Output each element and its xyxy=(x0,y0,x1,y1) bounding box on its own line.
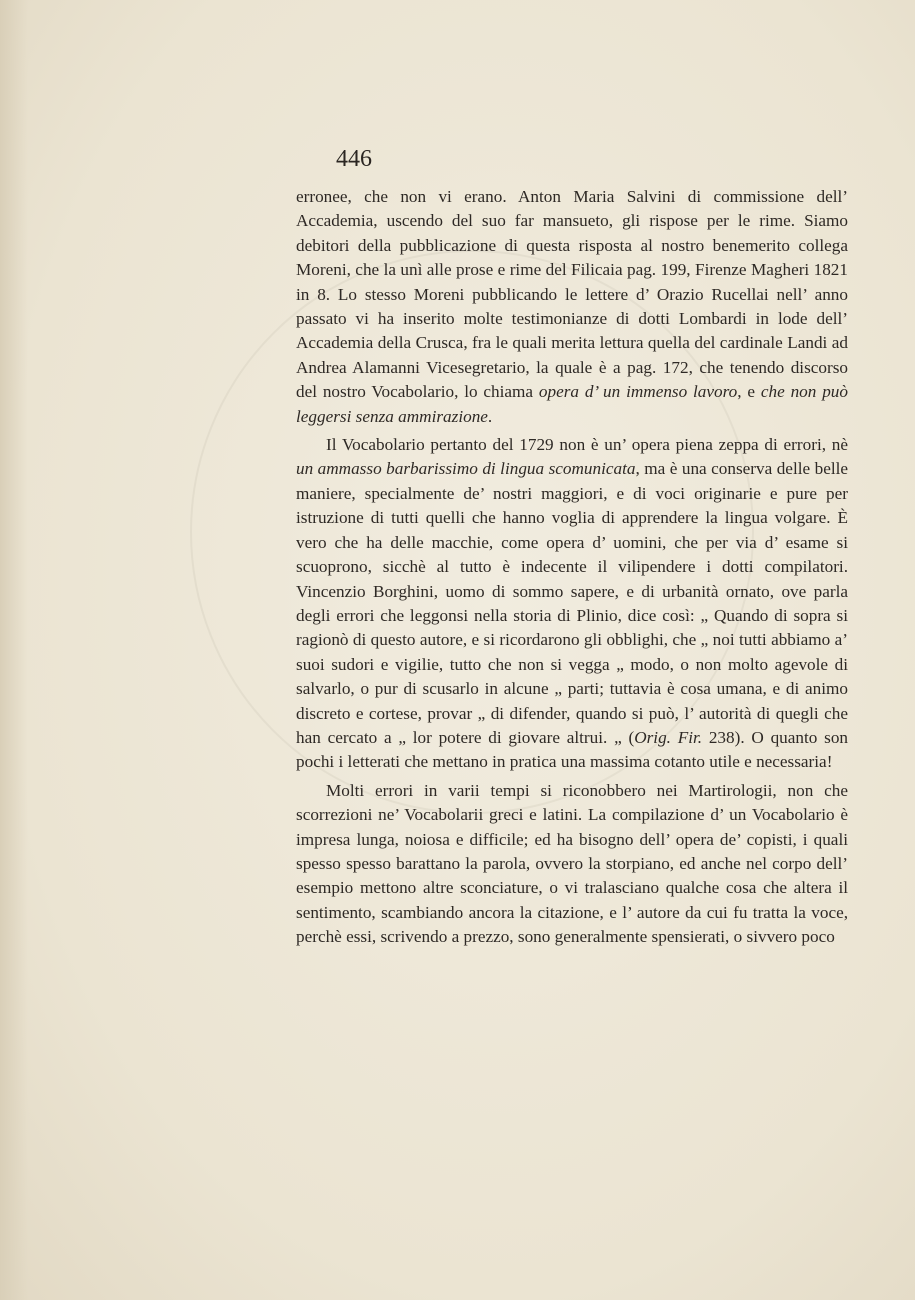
page-edge-shadow xyxy=(0,0,28,1300)
paragraph-2: Il Vocabolario pertanto del 1729 non è un’ opera piena zeppa di errori, nè un ammasso barbarissimo di lingua scomunicata, ma è una conserva delle belle maniere, specialmente de’ nostri maggiori, e di voci originarie e pure per istruzione di tutti quelli che hanno voglia di apprendere la lingua volgare. È vero che ha delle macchie, come opera d’ uomini, che per via d’ esame si scuoprono, sicchè al tutto è indecente il vilipendere i dotti compilatori. Vincenzio Borghini, uomo di sommo sapere, e di urbanità ornato, ove parla degli errori che leggonsi nella storia di Plinio, dice così: „ Quando di sopra si ragionò di questo autore, e si ricordarono gli obblighi, che „ noi tutti abbiamo a’ suoi sudori e vigilie, tutto che non si vegga „ modo, o non molto agevole di salvarlo, o pur di scusarlo in alcune „ parti; tuttavia è cosa umana, e di animo discreto e cortese, provar „ di difender, quando si può, l’ autorità di quegli che han cercato a „ lor potere di giovare altrui. „ (Orig. Fir. 238). O quanto son pochi i letterati che mettano in pratica una massima cotanto utile e necessaria! xyxy=(296,435,849,772)
body-text xyxy=(296,185,848,950)
paragraph-3: Molti errori in varii tempi si riconobbero nei Martirologii, non che scorrezioni ne’ Vocabolarii greci e latini. La compilazione d’ un Vocabolario è impresa lunga, noiosa e difficile; ed ha bisogno dell’ opera de’ copisti, i quali spesso spesso barattano la parola, ovvero la storpiano, ed anche nel corpo dell’ esempio mettono altre sconciature, o vi tralasciano qualche cosa che altera il sentimento, scambiando ancora la citazione, e l’ autore da cui fu tratta la voce, perchè essi, scrivendo a prezzo, sono generalmente spensierati, o sivvero poco xyxy=(296,780,848,947)
page-number: 446 xyxy=(336,146,372,172)
paragraph-1: erronee, che non vi erano. Anton Maria Salvini di commissione dell’ Accademia, uscendo del suo far mansueto, gli rispose per le rime. Siamo debitori della pubblicazione di questa risposta al nostro benemerito collega Moreni, che la unì alle prose e rime del Filicaia pag. 199, Firenze Magheri 1821 in 8. Lo stesso Moreni pubblicando le lettere d’ Orazio Rucellai nell’ anno passato vi ha inserito molte testimonianze di dotti Lombardi in lode dell’ Accademia della Crusca, fra le quali merita lettura quella del cardinale Landi ad Andrea Alamanni Vicesegretario, la quale è a pag. 172, che tenendo discorso del nostro Vocabolario, lo chiama opera d’ un immenso lavoro, e che non può leggersi senza ammirazione. xyxy=(296,187,848,426)
